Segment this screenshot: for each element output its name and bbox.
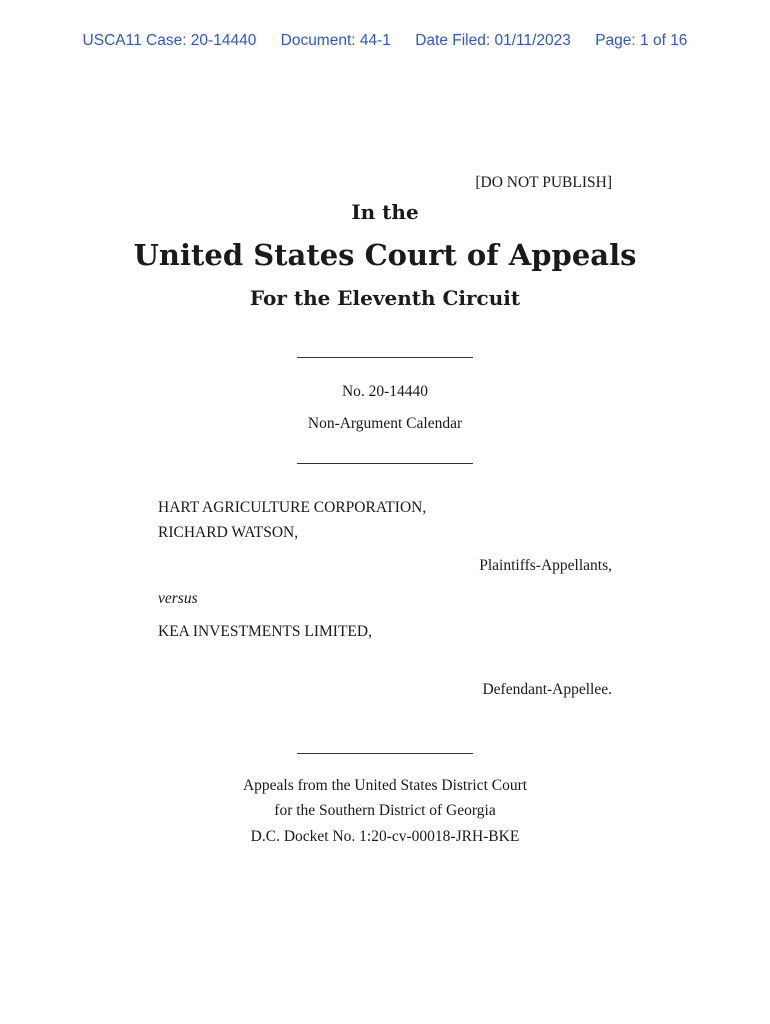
date-filed-header: Date Filed: 01/11/2023: [415, 32, 571, 49]
filing-header: [0, 32, 770, 50]
defendant: KEA INVESTMENTS LIMITED,: [158, 623, 372, 640]
docket-number: D.C. Docket No. 1:20-cv-00018-JRH-BKE: [250, 828, 520, 845]
plaintiff-role: Plaintiffs-Appellants,: [479, 557, 612, 574]
divider-top: [297, 357, 473, 358]
divider-middle: [297, 463, 473, 464]
court-name-heading: United States Court of Appeals: [133, 238, 637, 272]
document-number-header: Document: 44-1: [280, 32, 391, 49]
plaintiff-1: HART AGRICULTURE CORPORATION,: [158, 499, 427, 516]
appeal-line-1: Appeals from the United States District Court: [242, 777, 528, 794]
publish-notice: [DO NOT PUBLISH]: [475, 174, 612, 191]
page-number-header: Page: 1 of 16: [595, 32, 688, 49]
case-number: No. 20-14440: [341, 383, 429, 400]
in-the-heading: In the: [351, 200, 419, 224]
defendant-role: Defendant-Appellee.: [482, 681, 612, 698]
case-number-header: USCA11 Case: 20-14440: [82, 32, 257, 49]
calendar-type: Non-Argument Calendar: [307, 415, 463, 432]
plaintiff-2: RICHARD WATSON,: [158, 524, 299, 541]
versus-label: versus: [158, 590, 198, 607]
divider-bottom: [297, 753, 473, 754]
circuit-heading: For the Eleventh Circuit: [249, 286, 521, 310]
appeal-line-2: for the Southern District of Georgia: [274, 802, 496, 819]
